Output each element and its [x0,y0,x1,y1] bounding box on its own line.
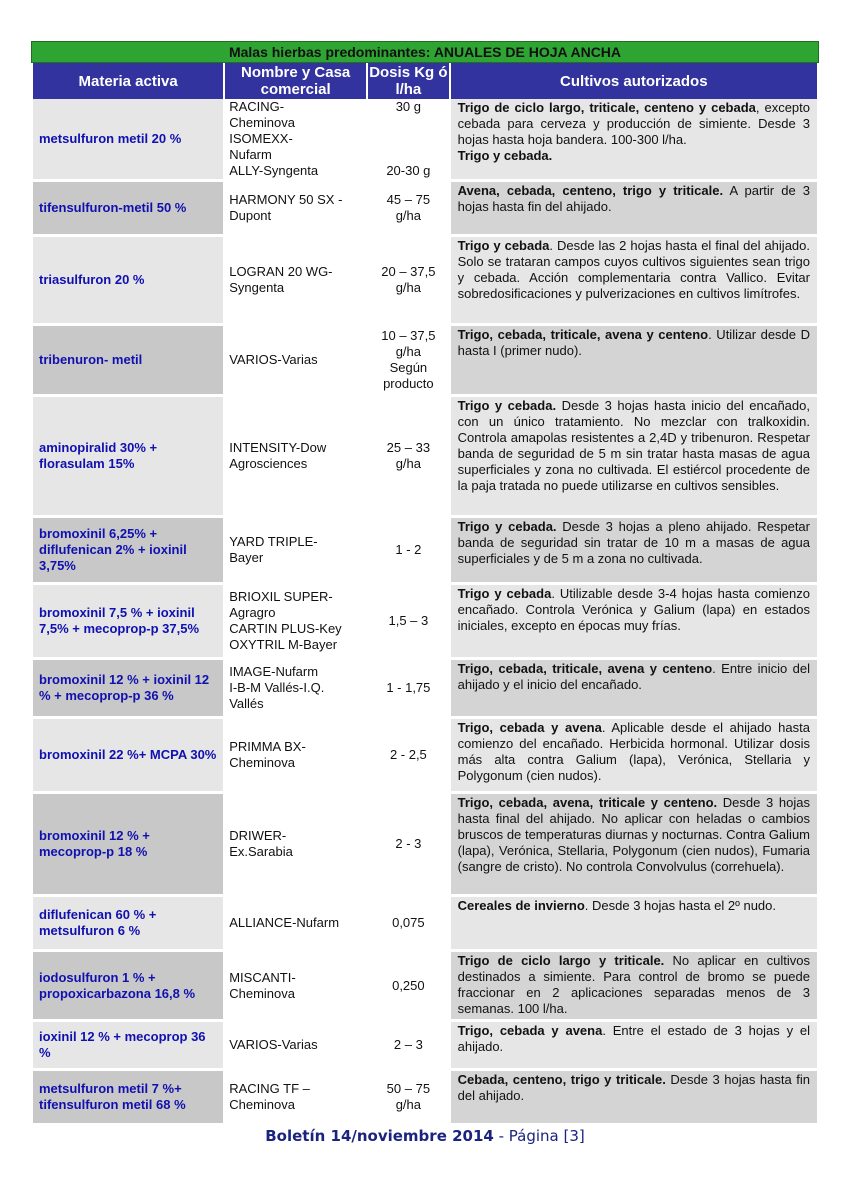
cultivos-paragraph [458,898,810,914]
dosis-line: 2 – 3 [393,1037,423,1052]
cultivos-bold: Trigo, cebada, triticale, avena y centeno [457,661,713,676]
nombre-line: Ex.Sarabia [229,844,293,859]
cultivos-cell [451,237,817,323]
cultivos-paragraph [458,238,810,302]
cultivos-cell [451,326,817,394]
materia-activa-cell: bromoxinil 6,25% + diflufenican 2% + ioxinil 3,75% [33,518,223,582]
materia-activa-cell: iodosulfuron 1 % + propoxicarbazona 16,8 % [33,952,223,1019]
cultivos-text: . Entre inicio del ahijado y el inicio del encañado. [457,661,810,692]
nombre-casa-cell [225,897,366,949]
cultivos-cell [451,99,817,179]
cultivos-cell [451,397,817,515]
materia-activa-cell: metsulfuron metil 7 %+ tifensulfuron metil 68 % [33,1071,223,1123]
dosis-line: 1 - 2 [395,542,422,557]
cultivos-bold: Cereales de invierno [457,898,585,913]
table-row [33,1022,817,1068]
table-title: Malas hierbas predominantes: ANUALES DE HOJA ANCHA [31,41,819,63]
cultivos-bold: Trigo y cebada [457,238,550,253]
cultivos-text: . Aplicable desde el ahijado hasta comienzo del encañado. Herbicida hormonal. Utilizar dosis más alta contra Galium (lapa), Verónica, Stellaria y Polygonum (cien nudos). [457,720,810,783]
dosis-cell [368,660,449,716]
dosis-line: Según [389,360,428,375]
cultivos-cell [451,1022,817,1068]
dosis-cell [368,794,449,894]
herbicide-table [31,63,819,1123]
cultivos-paragraph [458,327,810,359]
header-row [33,63,817,99]
nombre-line: IMAGE-Nufarm [229,664,319,679]
dosis-cell [368,1071,449,1123]
table-row [33,237,817,323]
cultivos-paragraph [458,586,810,634]
cultivos-cell [451,1071,817,1123]
table-row [33,585,817,657]
dosis-line: 2 - 3 [395,836,422,851]
nombre-line: Cheminova [229,115,295,130]
cultivos-bold: Trigo, cebada y avena [457,720,602,735]
dosis-line: g/ha [395,456,422,471]
dosis-line: 50 – 75 [386,1081,431,1096]
nombre-line: Dupont [229,208,272,223]
cultivos-text: . Utilizable desde 3-4 hojas hasta comienzo encañado. Controla Verónica y Galium (lapa) en estados iniciales, excepto en épocas muy frías. [457,586,810,633]
dosis-cell [368,99,449,179]
cultivos-bold: Trigo, cebada, triticale, avena y centeno [457,327,709,342]
cultivos-paragraph [458,795,810,875]
table-row [33,719,817,791]
header-nombre: Nombre y Casa comercial [225,63,366,99]
materia-activa-cell: bromoxinil 7,5 % + ioxinil 7,5% + mecoprop-p 37,5% [33,585,223,657]
nombre-line: Bayer [229,550,264,565]
cultivos-bold: Trigo y cebada. [457,398,557,413]
cultivos-cell [451,952,817,1019]
table-row [33,794,817,894]
table-row [33,897,817,949]
nombre-casa-cell [225,1022,366,1068]
materia-activa-cell: aminopiralid 30% + florasulam 15% [33,397,223,515]
dosis-line: g/ha [395,280,422,295]
table-row [33,397,817,515]
nombre-line: CARTIN PLUS-Key [229,621,342,636]
cultivos-text: . Desde 3 hojas hasta el 2º nudo. [584,898,777,913]
nombre-casa-cell [225,397,366,515]
table-row [33,518,817,582]
cultivos-text: Desde 3 hojas hasta fin del ahijado. [457,1072,810,1103]
nombre-line: Nufarm [229,147,272,162]
nombre-line: LOGRAN 20 WG- [229,264,333,279]
cultivos-text: . Entre el estado de 3 hojas y el ahijado. [457,1023,810,1054]
cultivos-bold: Trigo, cebada, avena, triticale y centeno. [457,795,718,810]
nombre-casa-cell [225,660,366,716]
cultivos-text: A partir de 3 hojas hasta fin del ahijado. [457,183,810,214]
dosis-line: 10 – 37,5 [381,328,436,343]
dosis-line: 2 - 2,5 [389,747,427,762]
table-body [33,99,817,1123]
nombre-line: Cheminova [229,985,295,1001]
nombre-casa-cell [225,794,366,894]
dosis-line: 45 – 75 [386,192,431,207]
header-cultivos: Cultivos autorizados [451,63,817,99]
dosis-line: 1 - 1,75 [386,680,431,695]
table-row [33,182,817,234]
nombre-line: ISOMEXX- [229,131,293,146]
herbicide-table-container [31,41,819,1123]
cultivos-text: , excepto cebada para cerveza y producción de simiente. Desde 3 hojas hasta hoja bandera. 100-300 l/ha. [457,100,810,147]
footer-bulletin: Boletín 14/noviembre 2014 [265,1127,494,1145]
cultivos-paragraph [458,1072,810,1104]
cultivos-cell [451,794,817,894]
dosis-line: 0,250 [392,977,425,993]
nombre-casa-cell [225,585,366,657]
dosis-cell [368,897,449,949]
dosis-line: 0,075 [392,915,425,930]
dosis-cell [368,719,449,791]
cultivos-cell [451,660,817,716]
cultivos-paragraph [458,148,810,164]
materia-activa-cell: bromoxinil 12 % + ioxinil 12 % + mecoprop-p 36 % [33,660,223,716]
cultivos-text: . Desde las 2 hojas hasta el final del ahijado. Solo se trataran campos cuyos cultivos siguientes sean trigo y cebada. Acción complementaria contra Vallico. Evitar sobredosificaciones y pulverizaciones en cultivos limítrofes. [457,238,810,301]
header-materia: Materia activa [33,63,223,99]
dosis-line: g/ha [395,1097,422,1112]
cultivos-paragraph [458,1023,810,1055]
cultivos-paragraph [458,398,810,494]
nombre-casa-cell [225,326,366,394]
nombre-line: Agrosciences [229,456,308,471]
materia-activa-cell: ioxinil 12 % + mecoprop 36 % [33,1022,223,1068]
cultivos-paragraph [458,953,810,1017]
cultivos-paragraph [458,183,810,215]
nombre-line: INTENSITY-Dow [229,440,327,455]
table-row [33,326,817,394]
dosis-line: 30 g [395,99,422,114]
nombre-line: Agragro [229,605,276,620]
nombre-line: BRIOXIL SUPER- [229,589,333,604]
nombre-casa-cell [225,99,366,179]
cultivos-text: . Utilizar desde D hasta I (primer nudo). [457,327,810,358]
table-row [33,952,817,1019]
nombre-casa-cell [225,182,366,234]
cultivos-cell [451,897,817,949]
cultivos-bold: Avena, cebada, centeno, trigo y triticale. [457,183,724,198]
dosis-cell [368,952,449,1019]
cultivos-cell [451,585,817,657]
cultivos-bold: Trigo de ciclo largo y triticale. [457,953,665,968]
nombre-casa-cell [225,952,366,1019]
dosis-cell [368,182,449,234]
cultivos-text: Desde 3 hojas hasta inicio del encañado, con un único tratamiento. No mezclar con tralkoxidin. Controla amapolas resistentes a 2,4D y tribenuron. Respetar banda de seguridad de 5 m sin tratar hasta masas de agua superficiales y zona no cultivada. El estiércol procedente de la paja tratada no puede utilizarse en cultivos sensibles. [457,398,810,493]
dosis-line: 25 – 33 [386,440,431,455]
nombre-line: PRIMMA BX- [229,739,306,754]
nombre-line: MISCANTI- [229,969,296,985]
materia-activa-cell: bromoxinil 22 %+ MCPA 30% [33,719,223,791]
cultivos-paragraph [458,661,810,693]
cultivos-cell [451,719,817,791]
header-dosis: Dosis Kg ó l/ha [369,64,448,98]
dosis-line: g/ha [395,208,422,223]
nombre-line: Syngenta [229,280,285,295]
dosis-cell [368,237,449,323]
nombre-line: HARMONY 50 SX - [229,192,343,207]
nombre-line: OXYTRIL M-Bayer [229,637,338,652]
nombre-casa-cell [225,237,366,323]
dosis-line: producto [383,376,434,391]
nombre-line: ALLY-Syngenta [229,163,319,178]
cultivos-cell [451,182,817,234]
dosis-line: 1,5 – 3 [388,613,429,628]
cultivos-bold: Trigo, cebada y avena [457,1023,603,1038]
materia-activa-cell: tribenuron- metil [33,326,223,394]
nombre-line: RACING- [229,99,285,114]
dosis-line: 20-30 g [386,163,431,178]
dosis-line: 20 – 37,5 [381,264,436,279]
table-row [33,660,817,716]
materia-activa-cell: bromoxinil 12 % + mecoprop-p 18 % [33,794,223,894]
materia-activa-cell: metsulfuron metil 20 % [33,99,223,179]
materia-activa-cell: triasulfuron 20 % [33,237,223,323]
nombre-line: VARIOS-Varias [229,352,318,367]
table-row [33,1071,817,1123]
dosis-cell [368,1022,449,1068]
cultivos-paragraph [458,720,810,784]
cultivos-bold: Trigo y cebada [457,586,552,601]
nombre-casa-cell [225,518,366,582]
nombre-line: Cheminova [229,1097,295,1112]
nombre-line: RACING TF – [229,1081,310,1096]
dosis-line: g/ha [395,344,422,359]
nombre-line: Cheminova [229,755,295,770]
cultivos-text: Desde 3 hojas a pleno ahijado. Respetar banda de seguridad sin tratar de 10 m a masas de agua superficiales y de 5 m a zona no cultivada. [457,519,810,566]
table-row [33,99,817,179]
cultivos-bold: Trigo y cebada. [457,519,557,534]
dosis-cell [368,326,449,394]
cultivos-bold: Trigo de ciclo largo, triticale, centeno y cebada [457,100,756,115]
nombre-line: Vallés [229,696,264,711]
cultivos-text: No aplicar en cultivos destinados a simiente. Para control de bromo se puede fraccionar en 2 aplicaciones separadas menos de 3 semanas. 100 l/ha. [457,953,811,1016]
dosis-cell [368,397,449,515]
cultivos-paragraph [458,100,810,148]
nombre-line: VARIOS-Varias [229,1037,318,1052]
cultivos-text: Desde 3 hojas hasta final del ahijado. No aplicar con heladas o cambios bruscos de temperaturas diurnas y nocturnas. Contra Galium (lapa), Verónica, Stellaria, Polygonum (cien nudos), Fumaria (sangre de cristo). No controla Convolvulus (correhuela). [457,795,810,874]
materia-activa-cell: tifensulfuron-metil 50 % [33,182,223,234]
cultivos-paragraph [458,519,810,567]
materia-activa-cell: diflufenican 60 % + metsulfuron 6 % [33,897,223,949]
nombre-line: I-B-M Vallés-I.Q. [229,680,325,695]
nombre-casa-cell [225,719,366,791]
cultivos-bold: Trigo y cebada. [457,148,553,163]
page-footer [0,1127,850,1145]
cultivos-cell [451,518,817,582]
nombre-casa-cell [225,1071,366,1123]
nombre-line: YARD TRIPLE- [229,534,318,549]
cultivos-bold: Cebada, centeno, trigo y triticale. [457,1072,666,1087]
footer-page: - Página [3] [493,1127,585,1145]
nombre-line: DRIWER- [229,828,287,843]
dosis-cell [368,518,449,582]
dosis-cell [368,585,449,657]
nombre-line: ALLIANCE-Nufarm [229,915,340,930]
